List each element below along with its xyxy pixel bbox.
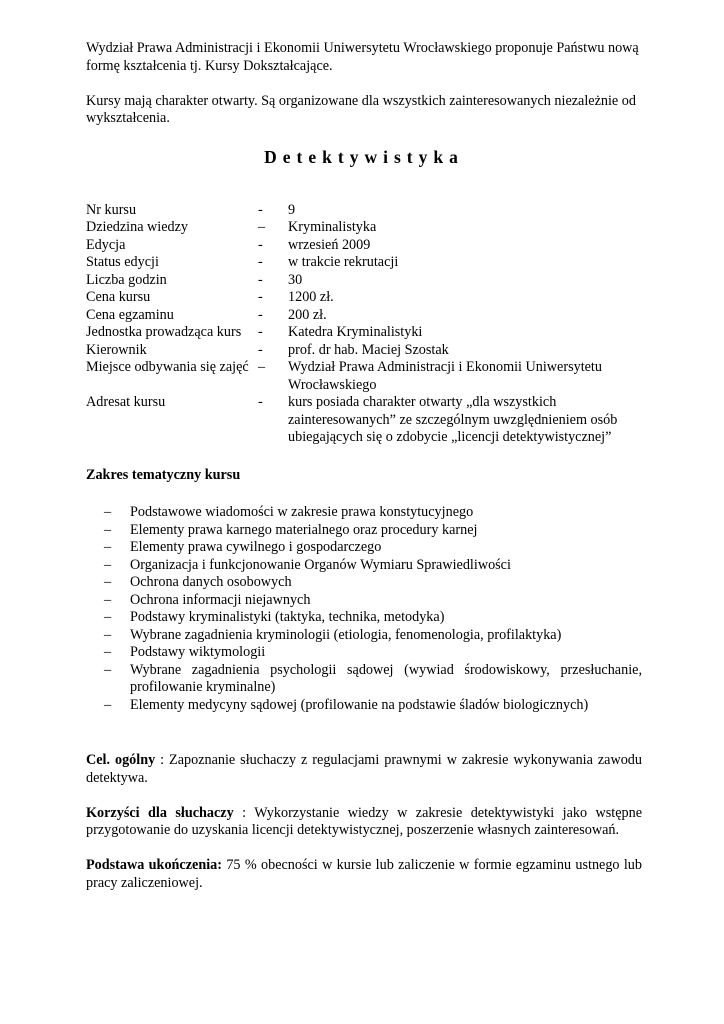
info-dash: - bbox=[258, 289, 263, 305]
info-value: prof. dr hab. Maciej Szostak bbox=[288, 341, 449, 358]
topics-list bbox=[86, 504, 642, 714]
course-title: Detektywistyka bbox=[264, 146, 464, 167]
info-key: Miejsce odbywania się zajęć bbox=[86, 359, 249, 375]
info-row bbox=[86, 359, 642, 394]
topic-item: – Organizacja i funkcjonowanie Organów Wymiaru Sprawiedliwości bbox=[86, 557, 642, 575]
topic-item: – Podstawowe wiadomości w zakresie prawa konstytucyjnego bbox=[86, 504, 642, 522]
goal-text: : Zapoznanie słuchaczy z regulacjami prawnymi w zakresie wykonywania zawodu detektywa. bbox=[86, 752, 642, 786]
benefits-label: Korzyści dla słuchaczy bbox=[86, 804, 234, 821]
info-key: Cena egzaminu bbox=[86, 306, 174, 323]
intro-paragraph-2: Kursy mają charakter otwarty. Są organizowane dla wszystkich zainteresowanych niezależnie od wykształcenia. bbox=[86, 92, 636, 126]
info-row bbox=[86, 324, 642, 342]
info-dash: - bbox=[258, 394, 263, 410]
info-row bbox=[86, 289, 642, 307]
info-row bbox=[86, 237, 642, 255]
info-value: 9 bbox=[288, 201, 296, 218]
benefits-text: : Wykorzystanie wiedzy w zakresie detektywistyki jako wstępne przygotowanie do uzyskania licencji detektywistycznej, poszerzenie własnych zainteresowań. bbox=[86, 804, 643, 838]
info-dash: - bbox=[258, 306, 263, 323]
info-value: 1200 zł. bbox=[288, 289, 334, 305]
info-value: Kryminalistyka bbox=[288, 219, 377, 235]
goal-paragraph bbox=[86, 752, 642, 787]
info-dash: - bbox=[258, 236, 263, 253]
info-row bbox=[86, 342, 642, 360]
topic-item: – Wybrane zagadnienia kryminologii (etiologia, fenomenologia, profilaktyka) bbox=[86, 627, 642, 645]
completion-text: 75 % obecności w kursie lub zaliczenie w formie egzaminu ustnego lub pracy zaliczeniowej. bbox=[86, 857, 642, 891]
info-value: wrzesień 2009 bbox=[288, 236, 371, 253]
course-info-table bbox=[86, 202, 642, 447]
completion-label: Podstawa ukończenia: bbox=[86, 857, 222, 873]
info-dash: - bbox=[258, 341, 263, 358]
topic-item: – Elementy medycyny sądowej (profilowanie na podstawie śladów biologicznych) bbox=[86, 697, 642, 715]
info-value: Wydział Prawa Administracji i Ekonomii Uniwersytetu Wrocławskiego bbox=[288, 359, 602, 393]
info-row bbox=[86, 219, 642, 237]
info-dash: - bbox=[258, 201, 263, 218]
goal-label: Cel. ogólny bbox=[86, 752, 156, 768]
benefits-paragraph bbox=[86, 805, 642, 840]
info-dash: - bbox=[258, 271, 263, 288]
info-dash: – bbox=[258, 219, 266, 235]
completion-paragraph bbox=[86, 857, 642, 892]
info-dash: – bbox=[258, 359, 266, 375]
info-row bbox=[86, 394, 642, 447]
topic-item: – Elementy prawa karnego materialnego oraz procedury karnej bbox=[86, 522, 642, 540]
info-dash: - bbox=[258, 254, 263, 270]
topic-item: – Podstawy wiktymologii bbox=[86, 644, 642, 662]
info-value: w trakcie rekrutacji bbox=[288, 254, 399, 270]
info-dash: - bbox=[258, 324, 263, 340]
info-row bbox=[86, 307, 642, 325]
topic-item: – Elementy prawa cywilnego i gospodarczego bbox=[86, 539, 642, 557]
topic-item: – Ochrona informacji niejawnych bbox=[86, 592, 642, 610]
topic-item: – Wybrane zagadnienia psychologii sądowej (wywiad środowiskowy, przesłuchanie, profilowanie kryminalne) bbox=[86, 662, 642, 697]
info-key: Liczba godzin bbox=[86, 271, 167, 288]
document-page bbox=[86, 40, 642, 910]
info-key: Nr kursu bbox=[86, 201, 137, 218]
info-key: Cena kursu bbox=[86, 289, 151, 305]
info-key: Jednostka prowadząca kurs bbox=[86, 324, 242, 340]
info-value: kurs posiada charakter otwarty „dla wszystkich zainteresowanych” ze szczególnym uwzględnieniem osób ubiegających się o zdobycie „licencji detektywistycznej” bbox=[288, 394, 618, 445]
info-value: 200 zł. bbox=[288, 306, 327, 323]
topic-item: – Ochrona danych osobowych bbox=[86, 574, 642, 592]
topics-heading: Zakres tematyczny kursu bbox=[86, 466, 241, 483]
info-key: Adresat kursu bbox=[86, 394, 166, 410]
intro-paragraph-1: Wydział Prawa Administracji i Ekonomii Uniwersytetu Wrocławskiego proponuje Państwu nową formę kształcenia tj. Kursy Dokształcające. bbox=[86, 40, 639, 74]
info-value: Katedra Kryminalistyki bbox=[288, 324, 423, 340]
info-key: Status edycji bbox=[86, 254, 159, 270]
info-row bbox=[86, 254, 642, 272]
info-key: Dziedzina wiedzy bbox=[86, 219, 189, 235]
info-row bbox=[86, 202, 642, 220]
topic-item: – Podstawy kryminalistyki (taktyka, technika, metodyka) bbox=[86, 609, 642, 627]
info-key: Kierownik bbox=[86, 341, 147, 358]
info-row bbox=[86, 272, 642, 290]
info-key: Edycja bbox=[86, 236, 126, 253]
info-value: 30 bbox=[288, 271, 303, 288]
